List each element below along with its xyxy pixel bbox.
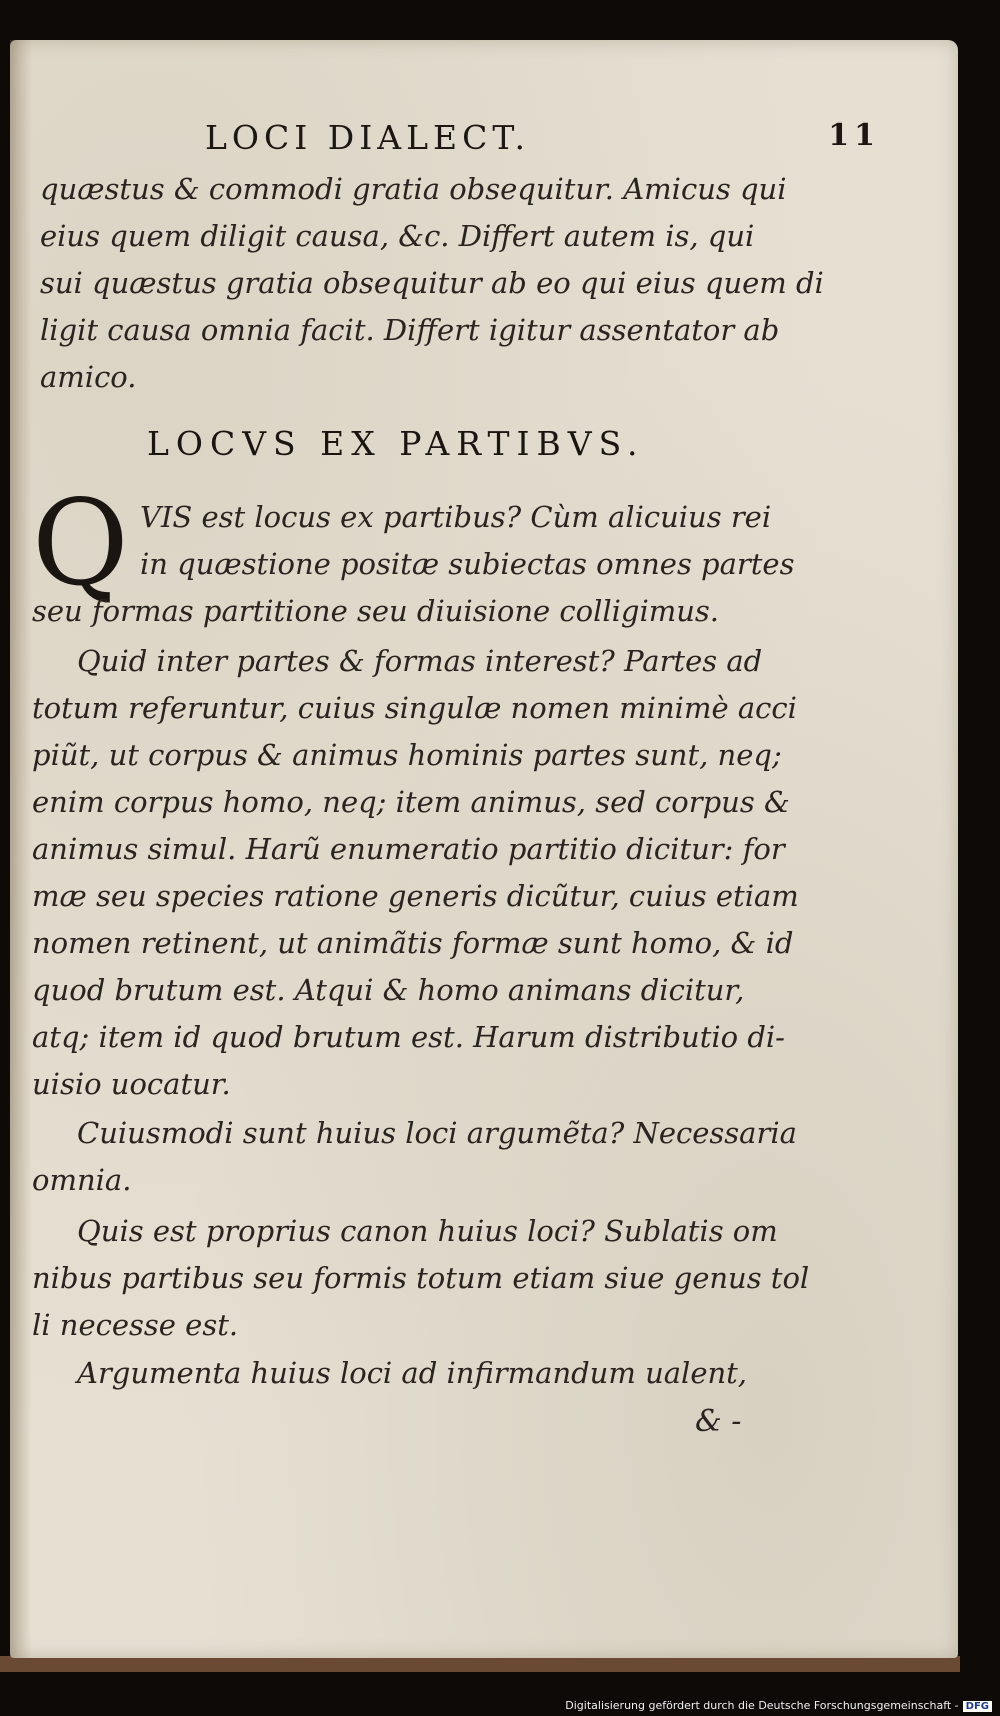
text-line: Quis est proprius canon huius loci? Sublatis om: [77, 1214, 778, 1248]
paragraph-definition: [32, 494, 795, 635]
text-line: in quæstione positæ subiectas omnes partes: [140, 547, 795, 581]
catchword: & -: [695, 1404, 742, 1439]
dfg-logo: DFG: [963, 1701, 992, 1712]
text-line: eius quem diligit causa, &c. Differt autem is, qui: [40, 219, 755, 253]
text-line: li necesse est.: [32, 1308, 239, 1342]
paragraph-continuation: [32, 166, 824, 401]
text-line: nomen retinent, ut animãtis formæ sunt homo, & id: [32, 926, 794, 960]
text-line: quod brutum est. Atqui & homo animans dicitur,: [32, 973, 745, 1007]
text-line: enim corpus homo, neq; item animus, sed corpus &: [32, 785, 790, 819]
paragraph-argument-kind: [32, 1110, 797, 1204]
text-line: Argumenta huius loci ad infirmandum ualent,: [77, 1356, 748, 1390]
text-line: omnia.: [32, 1163, 132, 1197]
text-line: piũt, ut corpus & animus hominis partes sunt, neq;: [32, 738, 782, 772]
text-line: mæ seu species ratione generis dicũtur, cuius etiam: [32, 879, 799, 913]
drop-cap-initial: Q: [32, 474, 129, 612]
section-heading: LOCVS EX PARTIBVS.: [147, 424, 645, 463]
paragraph-canon: [32, 1208, 810, 1349]
text-line: seu formas partitione seu diuisione colligimus.: [32, 594, 720, 628]
running-header: [205, 118, 880, 158]
running-title: LOCI DIALECT.: [205, 118, 530, 157]
text-line: atq; item id quod brutum est. Harum distributio di-: [32, 1020, 785, 1054]
text-line: totum referuntur, cuius singulæ nomen minimè acci: [32, 691, 797, 725]
text-line: VIS est locus ex partibus? Cùm alicuius rei: [140, 500, 772, 534]
text-line: uisio uocatur.: [32, 1067, 231, 1101]
book-edge: [0, 1656, 960, 1672]
text-line: amico.: [40, 360, 137, 394]
text-line: sui quæstus gratia obsequitur ab eo qui eius quem di: [40, 266, 824, 300]
text-line: nibus partibus seu formis totum etiam siue genus tol: [32, 1261, 810, 1295]
text-line: Quid inter partes & formas interest? Partes ad: [77, 644, 763, 678]
paragraph-refutation: [32, 1350, 762, 1397]
page-number: 11: [828, 118, 880, 153]
paragraph-parts-forms: [32, 638, 799, 1108]
text-line: Cuiusmodi sunt huius loci argumẽta? Necessaria: [77, 1116, 797, 1150]
text-line: animus simul. Harũ enumeratio partitio dicitur: for: [32, 832, 785, 866]
text-line: quæstus & commodi gratia obsequitur. Amicus qui: [40, 172, 787, 206]
text-line: ligit causa omnia facit. Differt igitur assentator ab: [40, 313, 780, 347]
digitization-credit: [565, 1699, 992, 1712]
credit-text: Digitalisierung gefördert durch die Deutsche Forschungsgemeinschaft -: [565, 1699, 959, 1712]
